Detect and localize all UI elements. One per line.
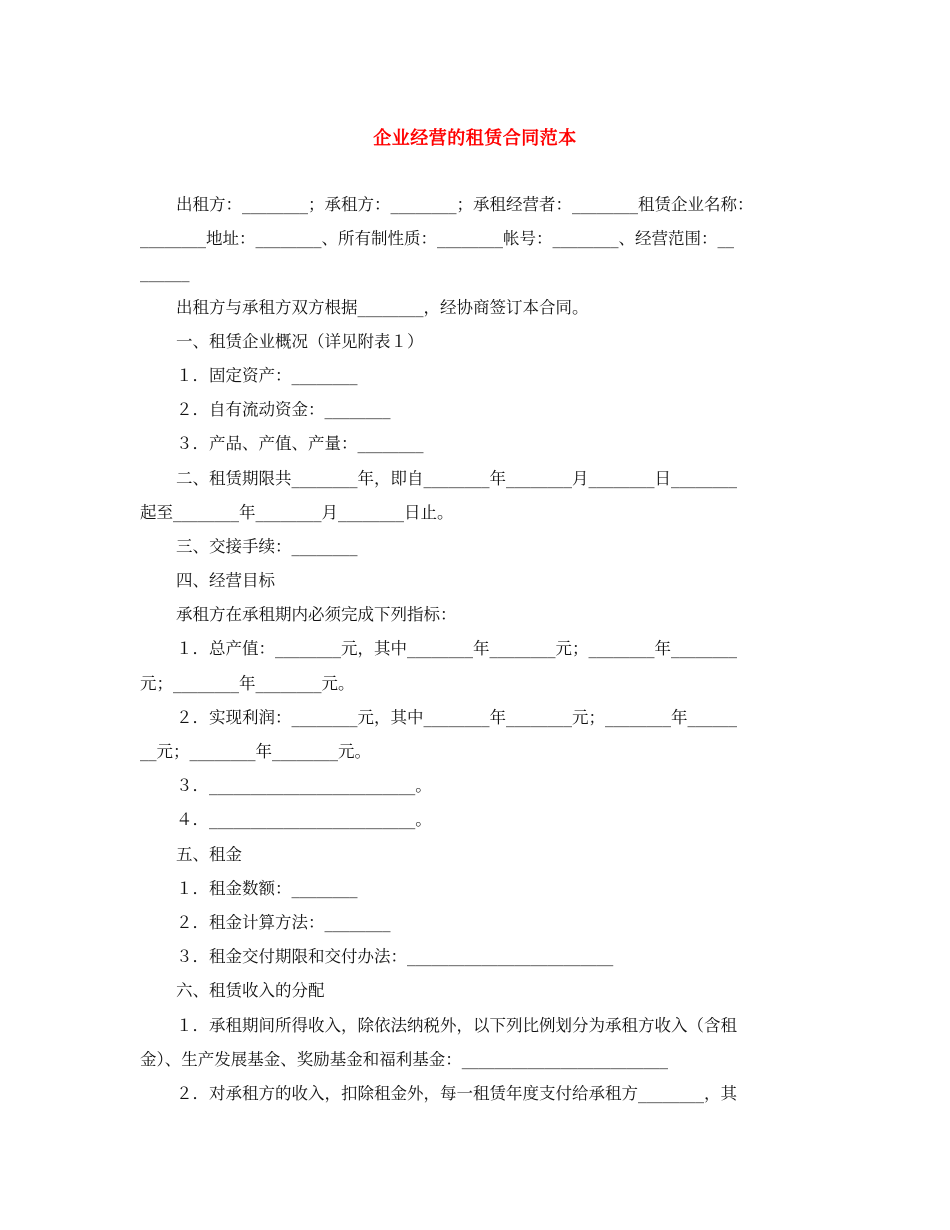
parties-line-1: 出租方：________；承租方：________；承租经营者：________租赁企业名称： (176, 195, 754, 214)
paragraph-continuation: 元；________年________元。 (140, 673, 355, 693)
section-heading: 五、租金 (176, 844, 242, 864)
contract-body (140, 188, 812, 1111)
list-item: １．租金数额：________ (176, 878, 358, 898)
list-item: ２．自有流动资金：________ (176, 400, 391, 420)
list-item: ３．_________________________。 (176, 776, 432, 796)
list-item: ４．_________________________。 (176, 810, 432, 830)
list-item: ２．实现利润：________元，其中________年________元；________年______ (176, 707, 737, 727)
list-item: ３．租金交付期限和交付办法：_________________________ (176, 947, 614, 967)
list-item: １．固定资产：________ (176, 365, 358, 385)
paragraph-continuation: 起至________年________月________日止。 (140, 502, 454, 522)
section-heading: 六、租赁收入的分配 (176, 981, 325, 1001)
paragraph-continuation: 金）、生产发展基金、奖励基金和福利基金：_________________________ (140, 1049, 668, 1069)
list-item: ２．租金计算方法：________ (176, 912, 391, 932)
document-title: 企业经营的租赁合同范本 (373, 128, 577, 149)
list-item: ３．产品、产值、产量：________ (176, 434, 424, 454)
section-heading: 三、交接手续：________ (176, 536, 358, 556)
parties-line-2: ________地址：________、所有制性质：________帐号：________、经营范围：__ (140, 229, 734, 249)
section-heading: 一、租赁企业概况（详见附表１） (176, 331, 424, 351)
section-heading: 四、经营目标 (176, 571, 275, 591)
section-heading: 二、租赁期限共________年，即自________年________月________日________ (176, 468, 737, 488)
list-item: １．总产值：________元，其中________年________元；________年________ (176, 639, 737, 659)
basis-paragraph: 出租方与承租方双方根据________，经协商签订本合同。 (176, 297, 589, 317)
list-item: ２．对承租方的收入，扣除租金外，每一租赁年度支付给承租方________，其 (176, 1083, 737, 1103)
list-item: １．承租期间所得收入，除依法纳税外，以下列比例划分为承租方收入（含租 (176, 1015, 737, 1035)
paragraph: 承租方在承租期内必须完成下列指标： (176, 605, 457, 625)
parties-line-3: ______ (140, 263, 190, 283)
paragraph-continuation: __元；________年________元。 (140, 742, 371, 761)
